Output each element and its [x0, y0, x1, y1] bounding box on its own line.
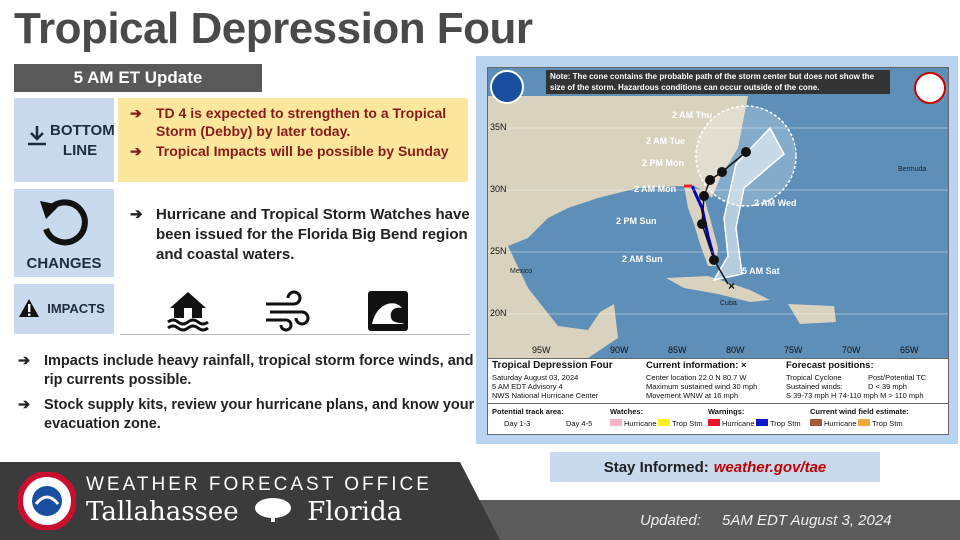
noaa-logo: [490, 70, 524, 104]
legend-max-winds: Maximum sustained wind 30 mph: [646, 382, 758, 391]
legend-warnings: Warnings:: [708, 407, 745, 416]
lat-label: 20N: [490, 308, 507, 318]
legend-current-title: Current information: ×: [646, 360, 747, 371]
legend-watches: Watches:: [610, 407, 644, 416]
track-label: 2 AM Wed: [754, 198, 797, 208]
lon-label: 95W: [532, 345, 551, 355]
changes-box: [14, 189, 114, 277]
impact-bullet: [18, 352, 478, 390]
legend-post-tc: Post/Potential TC: [868, 373, 927, 382]
legend-center: NWS National Hurricane Center: [492, 391, 599, 400]
legend-center-location: Center location 22.0 N 80.7 W: [646, 373, 747, 382]
changes-text-row: [130, 205, 470, 265]
track-label: 5 AM Sat: [742, 266, 780, 276]
legend-date: Saturday August 03, 2024: [492, 373, 579, 382]
arrow-icon: ➔: [130, 206, 143, 223]
impact-bullet-text: Impacts include heavy rainfall, tropical storm force winds, and rip currents possible.: [44, 353, 474, 388]
wind-hurricane-swatch: [810, 419, 822, 426]
lat-label: 35N: [490, 122, 507, 132]
place-label: Mexico: [510, 268, 533, 275]
changes-label: CHANGES: [26, 255, 102, 272]
bottom-line-item: [130, 104, 460, 140]
legend-wind-tropstm: Trop Stm: [872, 419, 903, 428]
watch-tropstm-swatch: [658, 419, 670, 426]
legend-tc: Tropical Cyclone: [786, 373, 842, 382]
legend-wind-field: Current wind field estimate:: [810, 407, 909, 416]
bottom-line-label-2: LINE: [62, 142, 98, 159]
legend-wind-hurricane: Hurricane: [824, 419, 857, 428]
warning-tropstm-swatch: [756, 419, 768, 426]
bottom-line-box: [14, 98, 114, 182]
warning-icon: [18, 298, 40, 318]
lat-label: 25N: [490, 246, 507, 256]
impact-bullet: [18, 396, 478, 434]
office-heading: WEATHER FORECAST OFFICE: [86, 474, 432, 495]
legend-forecast-title: Forecast positions:: [786, 360, 874, 371]
track-label: 2 AM Tue: [646, 136, 686, 146]
flood-icon: [166, 290, 210, 332]
legend-watch-tropstm: Trop Stm: [672, 419, 703, 428]
place-label: Bermuda: [898, 166, 927, 173]
track-label: 2 AM Thu: [672, 110, 713, 120]
arrow-icon: ➔: [130, 143, 142, 159]
impact-bullet-text: Stock supply kits, review your hurricane plans, and know your evacuation zone.: [44, 397, 475, 432]
track-label: 2 AM Sun: [622, 254, 663, 264]
nws-seal-logo: [18, 472, 76, 530]
update-badge: 5 AM ET Update: [14, 64, 262, 92]
changes-text: Hurricane and Tropical Storm Watches have been issued for the Florida Big Bend region and coastal waters.: [156, 206, 470, 263]
map-note: Note: The cone contains the probable path of the storm center but does not show the size of the storm. Hazardous conditions can occur outside of the cone.: [546, 70, 890, 94]
nws-logo: [914, 72, 946, 104]
bottom-line-content: [118, 98, 468, 182]
legend-divider: [488, 403, 948, 404]
legend-shm: S 39-73 mph H 74-110 mph M > 110 mph: [786, 391, 924, 400]
track-label: 2 PM Sun: [616, 216, 657, 226]
legend-day45: Day 4-5: [566, 419, 593, 428]
arrow-icon: ➔: [18, 397, 31, 413]
page-title: Tropical Depression Four: [14, 4, 533, 53]
place-label: Cuba: [720, 300, 737, 307]
stay-informed-label: Stay Informed:: [603, 458, 709, 476]
tree-icon: [253, 496, 293, 524]
divider: [120, 334, 470, 335]
stay-informed-bar: [550, 452, 880, 482]
bottom-line-text: Tropical Impacts will be possible by Sunday: [156, 143, 449, 159]
svg-text:×: ×: [728, 279, 736, 293]
wind-icon: [264, 290, 310, 332]
office-location: [86, 496, 402, 527]
updated-timestamp: 5AM EDT August 3, 2024: [722, 512, 892, 529]
legend-movement: Movement WNW at 16 mph: [646, 391, 739, 400]
watch-hurricane-swatch: [610, 419, 622, 426]
impact-icons: [120, 286, 470, 334]
legend-sustained: Sustained winds:: [786, 382, 843, 391]
track-label: 2 AM Mon: [634, 184, 677, 194]
bottom-line-label-1: BOTTOM: [50, 122, 115, 139]
map-legend: [488, 358, 948, 435]
bottom-line-text: TD 4 is expected to strengthen to a Tropical Storm (Debby) by later today.: [156, 105, 447, 139]
office-city: Tallahassee: [86, 497, 239, 527]
legend-day13: Day 1-3: [504, 419, 531, 428]
arrow-icon: ➔: [130, 105, 142, 121]
lon-label: 65W: [900, 345, 919, 355]
wind-tropstm-swatch: [858, 419, 870, 426]
website-link[interactable]: weather.gov/tae: [713, 458, 827, 476]
hurricane-cone-map: [487, 67, 949, 435]
arrow-icon: ➔: [18, 353, 31, 369]
lon-label: 75W: [784, 345, 803, 355]
legend-advisory: 5 AM EDT Advisory 4: [492, 382, 563, 391]
bottom-line-item: [130, 142, 460, 160]
lon-label: 90W: [610, 345, 629, 355]
legend-storm-name: Tropical Depression Four: [492, 360, 613, 371]
lon-label: 85W: [668, 345, 687, 355]
office-state: Florida: [307, 497, 403, 527]
undo-icon: [36, 195, 94, 251]
legend-watch-hurricane: Hurricane: [624, 419, 657, 428]
legend-track-title: Potential track area:: [492, 407, 564, 416]
warning-hurricane-swatch: [708, 419, 720, 426]
legend-warning-hurricane: Hurricane: [722, 419, 755, 428]
impacts-label: IMPACTS: [47, 301, 105, 316]
download-icon: [26, 124, 48, 150]
lon-label: 80W: [726, 345, 745, 355]
rip-current-icon: [366, 290, 410, 332]
impacts-box: [14, 284, 114, 334]
lat-label: 30N: [490, 184, 507, 194]
legend-d: D < 39 mph: [868, 382, 907, 391]
track-label: 2 PM Mon: [642, 158, 684, 168]
legend-warning-tropstm: Trop Stm: [770, 419, 801, 428]
updated-label: Updated:: [640, 512, 701, 529]
lon-label: 70W: [842, 345, 861, 355]
